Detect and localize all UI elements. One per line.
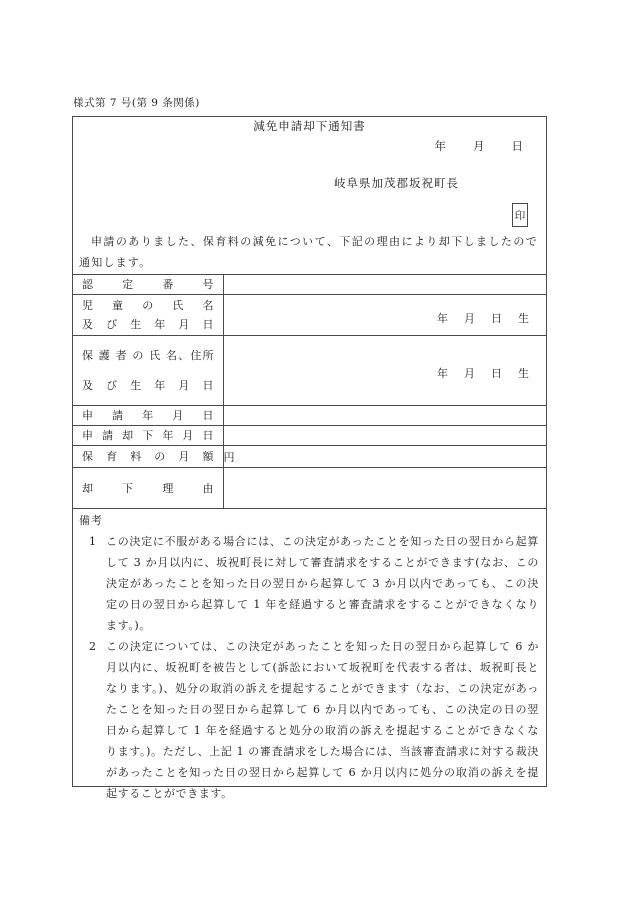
row-value [223,295,546,336]
birth-date-labels: 年 月 日 生 [437,311,529,325]
remarks-title: 備考 [79,514,103,527]
row-label: 認 定 番 号 [82,278,214,291]
remark-item-1 [79,531,539,636]
month-label: 月 [473,139,485,153]
remarks-section [73,509,546,804]
seal-area [512,203,528,227]
row-guardian [73,336,546,406]
row-value: 円 [223,446,546,468]
row-label: 申 請 却 下 年 月 日 [82,429,214,442]
seal-box: 印 [512,203,528,227]
issue-date-line [435,138,547,154]
row-label-line1: 児 童 の 氏 名 [82,299,214,312]
row-label-line1: 保 護 者 の 氏 名、住所 [82,349,214,363]
row-monthly-fee [73,446,546,468]
remark-number: 1 [89,535,97,548]
remark-text: この決定に不服がある場合には、この決定があったことを知った日の翌日から起算して 3 か月以内に、坂祝町長に対して審査請求をすることができます(なお、この決定があったことを知った日の翌日から起算して 3 か月以内であっても、この決定の日の翌日から起算して 1 年を経過すると審査請求をすることができなくなります。)。 [106,535,539,632]
issuer-name: 岐阜県加茂郡坂祝町長 [334,176,459,190]
row-label: 却 下 理 由 [82,481,214,495]
row-rejection-reason [73,468,546,509]
birth-date-labels: 年 月 日 生 [437,367,529,380]
page-title: 減免申請却下通知書 [253,119,366,133]
remark-item-2 [79,636,539,804]
remark-text: この決定については、この決定があったことを知った日の翌日から起算して 6 か月以内に、坂祝町を被告として(訴訟において坂祝町を代表する者は、坂祝町長となります。)、処分の取消の訴えを提起することができます（なお、この決定があったことを知った日の翌日から起算して 6 か月以内であっても、この決定の日の翌日から起算して 1 年を経過すると処分の取消の訴えを提起することができなくなります。)。ただし、上記 1 の審査請求をした場合には、当該審査請求に対する裁決があったことを知った日の翌日から起算して 6 か月以内に処分の取消の訴えを提起することができます。 [106,640,539,800]
row-label-line2: 及 び 生 年 月 日 [82,318,214,331]
notice-box [72,116,547,800]
row-certification-number [73,275,546,295]
year-label: 年 [434,139,446,153]
info-table [73,274,546,509]
day-label: 日 [511,139,523,153]
row-application-date [73,406,546,426]
notice-body: 申請のありました、保育料の減免について、下記の理由により却下しましたので通知します。 [79,235,538,269]
row-value [223,275,546,295]
row-rejection-date [73,426,546,446]
row-value [223,468,546,509]
row-label-line2: 及 び 生 年 月 日 [82,378,214,392]
row-value [223,336,546,406]
row-label: 申 請 年 月 日 [82,409,214,422]
row-value [223,426,546,446]
row-value [223,406,546,426]
row-child-name [73,295,546,336]
remark-number: 2 [89,640,97,653]
row-label: 保 育 料 の 月 額 [82,450,214,463]
lower-section [73,274,546,804]
form-number-label: 様式第 7 号(第 9 条関係) [73,97,200,109]
